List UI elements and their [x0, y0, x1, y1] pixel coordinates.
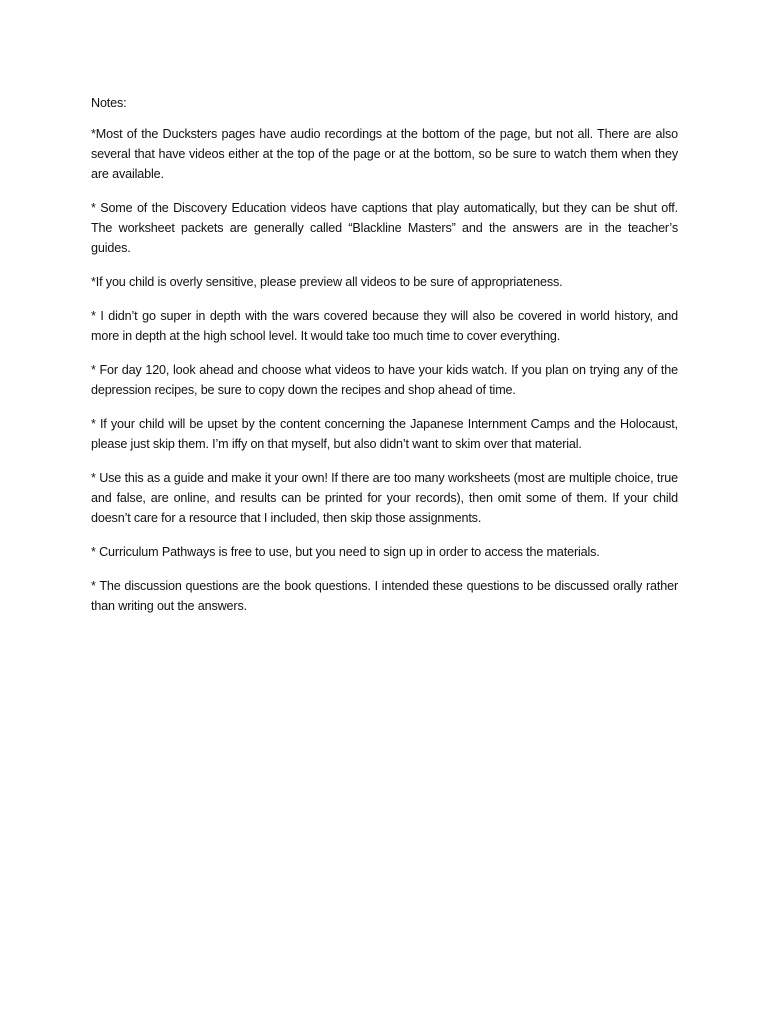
note-paragraph: *If you child is overly sensitive, please preview all videos to be sure of appropriateness.	[91, 275, 563, 289]
note-paragraph: * Use this as a guide and make it your own! If there are too many worksheets (most are multiple choice, true and false, are online, and results can be printed for your records), then omit some of them. If your child doesn’t care for a resource that I included, then skip those assignments.	[91, 471, 678, 525]
note-paragraph: *Most of the Ducksters pages have audio recordings at the bottom of the page, but not all. There are also several that have videos either at the top of the page or at the bottom, so be sure to watch them when they are available.	[91, 127, 678, 181]
note-paragraph: * Curriculum Pathways is free to use, but you need to sign up in order to access the materials.	[91, 545, 600, 559]
note-paragraph: * For day 120, look ahead and choose what videos to have your kids watch. If you plan on trying any of the depression recipes, be sure to copy down the recipes and shop ahead of time.	[91, 363, 678, 397]
notes-heading: Notes:	[91, 96, 127, 110]
note-paragraph: * Some of the Discovery Education videos have captions that play automatically, but they can be shut off. The worksheet packets are generally called “Blackline Masters” and the answers are in the teacher’s guides.	[91, 201, 678, 255]
note-paragraph: * The discussion questions are the book questions. I intended these questions to be discussed orally rather than writing out the answers.	[91, 579, 678, 613]
note-paragraph: * I didn’t go super in depth with the wars covered because they will also be covered in world history, and more in depth at the high school level. It would take too much time to cover everything.	[91, 309, 678, 343]
notes-section	[91, 93, 678, 630]
note-paragraph: * If your child will be upset by the content concerning the Japanese Internment Camps and the Holocaust, please just skip them. I’m iffy on that myself, but also didn’t want to skim over that material.	[91, 417, 678, 451]
